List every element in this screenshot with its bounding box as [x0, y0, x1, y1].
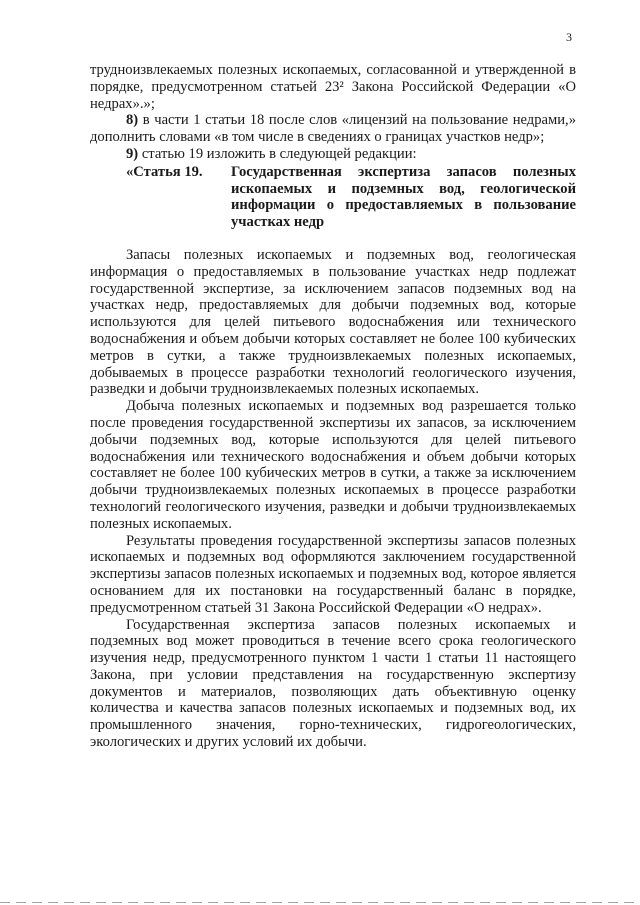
amendment-item-8: [90, 112, 576, 146]
paragraph: Государственная экспертиза запасов полезных ископаемых и подземных вод может проводиться в течение всего срока геологического изучения недр, предусмотренного пунктом 1 части 1 статьи 11 настоящего Закона, при условии представления на государственную экспертизу документов и материалов, позволяющих дать объективную оценку количества и качества запасов полезных ископаемых и подземных вод, их промышленного значения, горно-технических, гидрогеологических, экологических и других условий их добычи.: [90, 616, 576, 751]
paragraph: Запасы полезных ископаемых и подземных вод, геологическая информация о предоставляемых в пользование участках недр подлежат государственной экспертизе, за исключением запасов подземных вод на участках недр, предоставляемых для добычи подземных вод, которые используются для целей питьевого водоснабжения или технического водоснабжения и объем добычи которых составляет не более 100 кубических метров в сутки, а также трудноизвлекаемых полезных ископаемых, добываемых в процессе разработки технологий геологического изучения, разведки и добычи трудноизвлекаемых полезных ископаемых.: [90, 246, 576, 398]
paragraph: Добыча полезных ископаемых и подземных вод разрешается только после проведения государственной экспертизы их запасов, за исключением добычи подземных вод, которые используются для целей питьевого водоснабжения или технического водоснабжения и объем добычи которых составляет не более 100 кубических метров в сутки, а также за исключением добычи трудноизвлекаемых полезных ископаемых в процессе разработки технологий геологического изучения, разведки и добычи трудноизвлекаемых полезных ископаемых.: [90, 398, 576, 532]
spacer: [90, 231, 576, 247]
amendment-item-9: [90, 146, 576, 163]
document-body: [90, 62, 576, 751]
article-title: Государственная экспертиза запасов полезных ископаемых и подземных вод, геологической информации о предоставляемых в пользование участках недр: [231, 163, 576, 231]
article-label: «Статья 19.: [126, 163, 203, 180]
page-number: 3: [566, 30, 572, 44]
article-heading: [90, 164, 576, 231]
item-8-number: 8): [126, 112, 139, 129]
intro-paragraph: трудноизвлекаемых полезных ископаемых, согласованной и утвержденной в порядке, предусмотренном статьей 23² Закона Российской Федерации «О недрах».»;: [90, 62, 576, 112]
item-9-text: статью 19 изложить в следующей редакции:: [138, 145, 417, 162]
item-8-text: в части 1 статьи 18 после слов «лицензий на пользование недрами,» дополнить словами «в том числе в сведениях о границах участков недр»;: [90, 112, 576, 146]
item-9-number: 9): [126, 145, 139, 162]
paragraph: Результаты проведения государственной экспертизы запасов полезных ископаемых и подземных вод оформляются заключением государственной экспертизы запасов полезных ископаемых и подземных вод, которое является основанием для их постановки на государственный баланс в порядке, предусмотренном статьей 31 Закона Российской Федерации «О недрах».: [90, 532, 576, 616]
scan-bottom-edge: [0, 902, 640, 903]
